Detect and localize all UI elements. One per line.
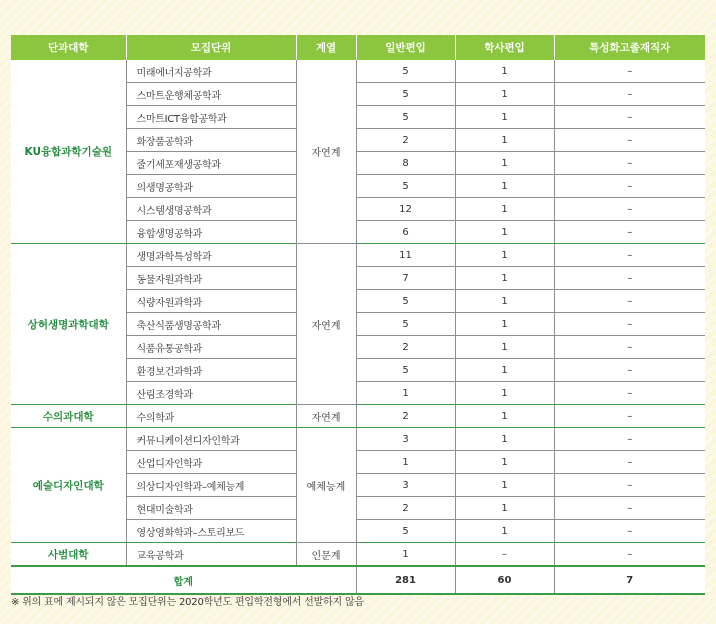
dept-name: 산림조경학과 [126, 382, 296, 405]
general-count: 5 [356, 106, 455, 129]
general-count: 1 [356, 382, 455, 405]
special-count: – [554, 382, 705, 405]
dept-name: 수의학과 [126, 405, 296, 428]
bachelor-count: 1 [455, 83, 554, 106]
total-general: 281 [356, 566, 455, 594]
dept-name: 현대미술학과 [126, 497, 296, 520]
dept-name: 생명과학특성학과 [126, 244, 296, 267]
dept-name: 줄기세포재생공학과 [126, 152, 296, 175]
general-count: 5 [356, 313, 455, 336]
general-count: 5 [356, 520, 455, 543]
admission-table-container [11, 35, 705, 595]
dept-name: 동물자원과학과 [126, 267, 296, 290]
bachelor-count: 1 [455, 359, 554, 382]
bachelor-count: 1 [455, 428, 554, 451]
general-count: 2 [356, 405, 455, 428]
dept-name: 스마트ICT융합공학과 [126, 106, 296, 129]
special-count: – [554, 313, 705, 336]
total-row [11, 566, 705, 594]
total-special: 7 [554, 566, 705, 594]
header-recruit-unit: 모집단위 [126, 35, 296, 60]
header-bachelor-transfer: 학사편입 [455, 35, 554, 60]
special-count: – [554, 290, 705, 313]
header-general-transfer: 일반편입 [356, 35, 455, 60]
header-college: 단과대학 [11, 35, 126, 60]
field-category: 자연계 [296, 244, 356, 405]
general-count: 8 [356, 152, 455, 175]
dept-name: 의생명공학과 [126, 175, 296, 198]
special-count: – [554, 198, 705, 221]
bachelor-count: 1 [455, 129, 554, 152]
table-body [11, 60, 705, 566]
header-vocational-worker: 특성화고졸재직자 [554, 35, 705, 60]
table-row [11, 60, 705, 83]
bachelor-count: 1 [455, 313, 554, 336]
bachelor-count: 1 [455, 451, 554, 474]
general-count: 5 [356, 175, 455, 198]
special-count: – [554, 129, 705, 152]
dept-name: 축산식품생명공학과 [126, 313, 296, 336]
special-count: – [554, 474, 705, 497]
general-count: 5 [356, 290, 455, 313]
header-field: 계열 [296, 35, 356, 60]
general-count: 7 [356, 267, 455, 290]
general-count: 2 [356, 497, 455, 520]
special-count: – [554, 543, 705, 567]
total-bachelor: 60 [455, 566, 554, 594]
table-row [11, 428, 705, 451]
bachelor-count: 1 [455, 175, 554, 198]
bachelor-count: 1 [455, 474, 554, 497]
bachelor-count: 1 [455, 106, 554, 129]
dept-name: 식량자원과학과 [126, 290, 296, 313]
field-category: 자연계 [296, 405, 356, 428]
special-count: – [554, 175, 705, 198]
general-count: 1 [356, 543, 455, 567]
bachelor-count: 1 [455, 198, 554, 221]
college-name: 예술디자인대학 [11, 428, 126, 543]
general-count: 3 [356, 474, 455, 497]
table-row [11, 244, 705, 267]
general-count: 11 [356, 244, 455, 267]
bachelor-count: – [455, 543, 554, 567]
dept-name: 의상디자인학과–예체능계 [126, 474, 296, 497]
bachelor-count: 1 [455, 267, 554, 290]
special-count: – [554, 405, 705, 428]
college-name: 수의과대학 [11, 405, 126, 428]
bachelor-count: 1 [455, 290, 554, 313]
college-name: KU융합과학기술원 [11, 60, 126, 244]
bachelor-count: 1 [455, 520, 554, 543]
bachelor-count: 1 [455, 382, 554, 405]
bachelor-count: 1 [455, 152, 554, 175]
dept-name: 융합생명공학과 [126, 221, 296, 244]
general-count: 6 [356, 221, 455, 244]
admission-table [11, 35, 705, 595]
special-count: – [554, 83, 705, 106]
table-row [11, 543, 705, 567]
total-label: 합계 [11, 566, 356, 594]
table-header-row [11, 35, 705, 60]
dept-name: 교육공학과 [126, 543, 296, 567]
dept-name: 스마트운행체공학과 [126, 83, 296, 106]
bachelor-count: 1 [455, 60, 554, 83]
general-count: 12 [356, 198, 455, 221]
special-count: – [554, 221, 705, 244]
special-count: – [554, 497, 705, 520]
general-count: 3 [356, 428, 455, 451]
special-count: – [554, 451, 705, 474]
special-count: – [554, 106, 705, 129]
dept-name: 커뮤니케이션디자인학과 [126, 428, 296, 451]
general-count: 5 [356, 83, 455, 106]
dept-name: 환경보건과학과 [126, 359, 296, 382]
general-count: 2 [356, 336, 455, 359]
special-count: – [554, 267, 705, 290]
college-name: 사범대학 [11, 543, 126, 567]
general-count: 5 [356, 60, 455, 83]
bachelor-count: 1 [455, 336, 554, 359]
field-category: 인문계 [296, 543, 356, 567]
special-count: – [554, 244, 705, 267]
general-count: 5 [356, 359, 455, 382]
bachelor-count: 1 [455, 221, 554, 244]
dept-name: 식품유통공학과 [126, 336, 296, 359]
general-count: 1 [356, 451, 455, 474]
general-count: 2 [356, 129, 455, 152]
dept-name: 시스템생명공학과 [126, 198, 296, 221]
field-category: 자연계 [296, 60, 356, 244]
special-count: – [554, 520, 705, 543]
bachelor-count: 1 [455, 405, 554, 428]
field-category: 예체능계 [296, 428, 356, 543]
dept-name: 화장품공학과 [126, 129, 296, 152]
dept-name: 미래에너지공학과 [126, 60, 296, 83]
special-count: – [554, 336, 705, 359]
dept-name: 산업디자인학과 [126, 451, 296, 474]
college-name: 상허생명과학대학 [11, 244, 126, 405]
special-count: – [554, 60, 705, 83]
footnote: ※ 위의 표에 제시되지 않은 모집단위는 2020학년도 편입학전형에서 선발하지 않음 [11, 597, 364, 608]
special-count: – [554, 152, 705, 175]
bachelor-count: 1 [455, 244, 554, 267]
bachelor-count: 1 [455, 497, 554, 520]
special-count: – [554, 359, 705, 382]
special-count: – [554, 428, 705, 451]
table-row [11, 405, 705, 428]
dept-name: 영상영화학과–스토리보드 [126, 520, 296, 543]
